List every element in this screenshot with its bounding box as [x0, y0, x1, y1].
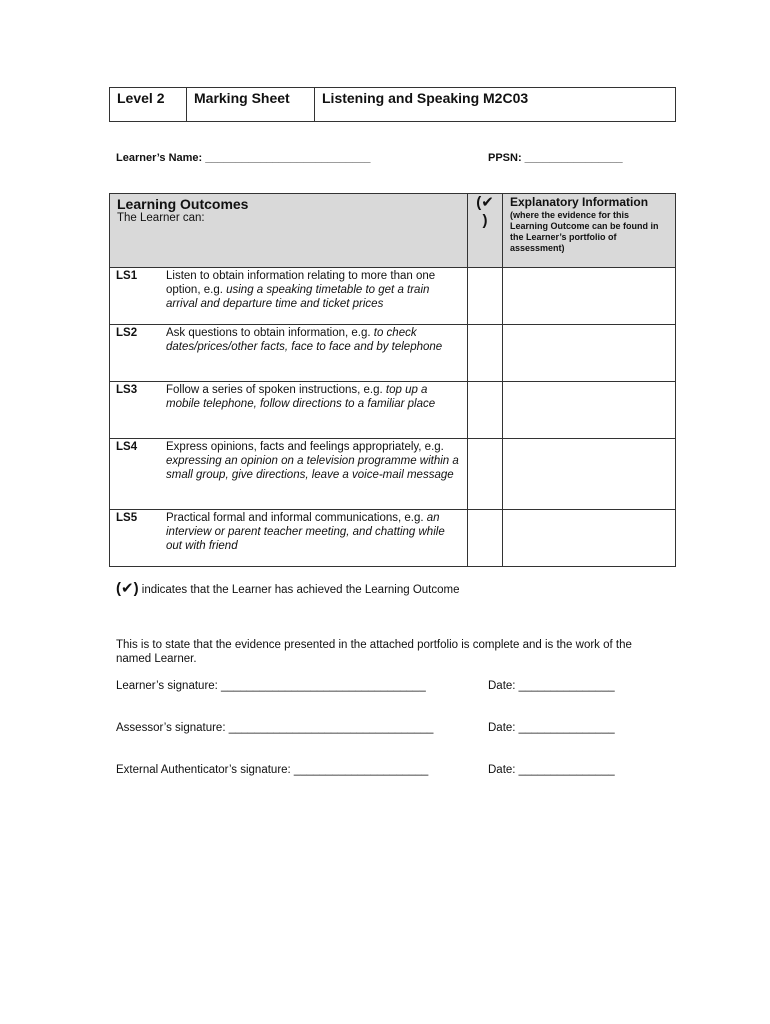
outcome-description: Express opinions, facts and feelings appropriately, e.g. expressing an opinion on a television programme within a small group, give directions, leave a voice-mail message [166, 441, 459, 481]
external-authenticator-date-field[interactable]: Date: _______________ [488, 764, 615, 776]
outcome-description: Ask questions to obtain information, e.g. to check dates/prices/other facts, face to face and by telephone [166, 327, 443, 353]
outcomes-title: Learning Outcomes [117, 196, 249, 212]
sheet-type-cell: Marking Sheet [187, 88, 315, 121]
module-title-cell: Listening and Speaking M2C03 [322, 90, 529, 106]
outcome-code: LS2 [116, 327, 138, 339]
tick-cell[interactable] [468, 510, 503, 567]
outcome-code: LS4 [116, 441, 138, 453]
table-row [110, 325, 676, 382]
tick-header-line-1: (✔ [476, 194, 494, 211]
learner-name-field[interactable]: Learner’s Name: ___________________________ [116, 152, 371, 164]
explanatory-title: Explanatory Information [510, 195, 649, 209]
explanatory-cell[interactable] [503, 510, 676, 567]
tick-cell[interactable] [468, 382, 503, 439]
outcome-description: Listen to obtain information relating to more than one option, e.g. using a speaking timetable to get a train arrival and departure time and ticket prices [166, 270, 436, 310]
outcomes-header-cell [110, 194, 468, 268]
check-icon: (✔) [116, 580, 139, 597]
tick-cell[interactable] [468, 439, 503, 510]
tick-header-line-2: ) [482, 212, 488, 229]
learner-date-field[interactable]: Date: _______________ [488, 680, 615, 692]
tick-cell[interactable] [468, 325, 503, 382]
explanatory-cell[interactable] [503, 325, 676, 382]
assessor-signature-field[interactable]: Assessor’s signature: ________________________________ [116, 722, 434, 734]
explanatory-header-cell [503, 194, 676, 268]
assessor-date-field[interactable]: Date: _______________ [488, 722, 615, 734]
outcome-description: Follow a series of spoken instructions, e.g. top up a mobile telephone, follow directions to a familiar place [166, 384, 436, 410]
learner-signature-field[interactable]: Learner’s signature: ________________________________ [116, 680, 426, 692]
header-table [109, 87, 676, 122]
explanatory-cell[interactable] [503, 439, 676, 510]
tick-header-cell [468, 194, 503, 268]
external-authenticator-signature-field[interactable]: External Authenticator’s signature: _____________________ [116, 764, 429, 776]
outcome-code: LS3 [116, 384, 138, 396]
table-row [110, 382, 676, 439]
outcome-code: LS1 [116, 270, 138, 282]
explanatory-cell[interactable] [503, 268, 676, 325]
ppsn-field[interactable]: PPSN: ________________ [488, 152, 623, 164]
outcomes-subtitle: The Learner can: [117, 212, 205, 224]
outcome-code: LS5 [116, 512, 138, 524]
level-cell: Level 2 [110, 88, 187, 121]
declaration-statement: This is to state that the evidence presented in the attached portfolio is complete and is the work of the named Learner. [116, 639, 632, 665]
table-row [110, 268, 676, 325]
table-row [110, 439, 676, 510]
explanatory-subtitle: (where the evidence for this Learning Outcome can be found in the Learner’s portfolio of assessment) [510, 210, 659, 253]
table-row [110, 510, 676, 567]
explanatory-cell[interactable] [503, 382, 676, 439]
learning-outcomes-table [109, 193, 676, 567]
table-header-row [110, 194, 676, 268]
outcome-description: Practical formal and informal communications, e.g. an interview or parent teacher meeting, and chatting while out with friend [166, 512, 445, 552]
tick-legend-note: (✔) indicates that the Learner has achieved the Learning Outcome [116, 580, 460, 597]
tick-cell[interactable] [468, 268, 503, 325]
